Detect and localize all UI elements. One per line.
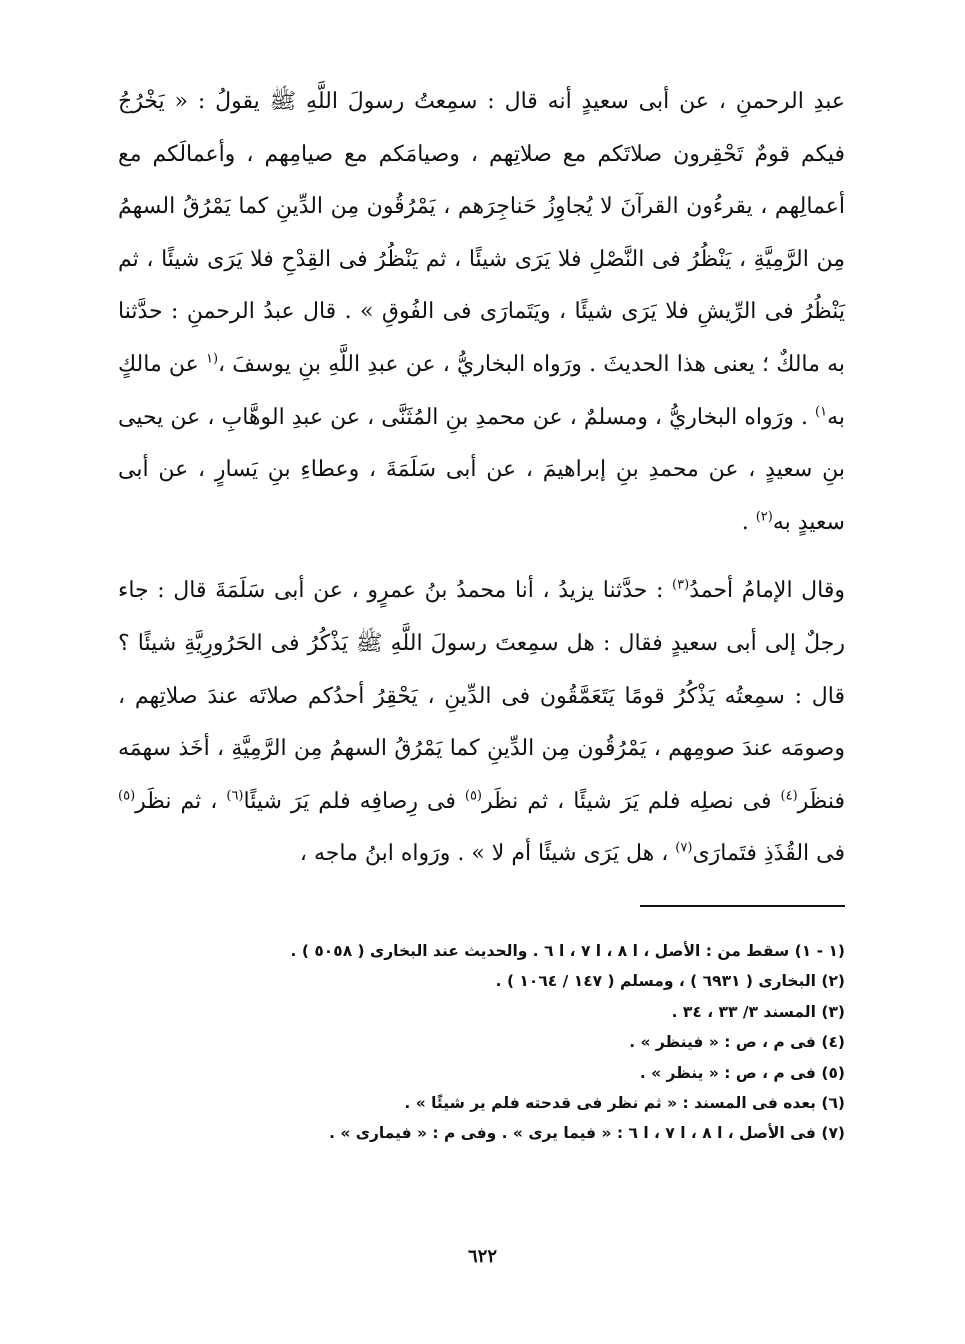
footnote-ref-7: (٧) [675,840,693,856]
paragraph-1-text: عن مالكٍ به [118,351,845,430]
footnote-ref-3: (٣) [672,578,690,594]
paragraph-2 [118,565,845,881]
footnote-item: (٢) البخارى ( ٦٩٣١ ) ، ومسلم ( ١٤٧ / ١٠٦٤ ) . [495,972,845,991]
footnote-item: (٧) فى الأصل ، ا ٨ ، ا ٧ ، ا ٦ : « فيما يرى » . وفى م : « فيمارى » . [329,1124,845,1143]
paragraph-2-text: وقال الإمامُ أحمدُ [689,578,845,604]
footnote-ref-5: (٥) [118,788,136,804]
footnote-ref-2: (٢) [755,509,773,525]
footnote-item: (٦) بعده فى المسند : « ثم نظر فى قدحته فلم ير شيئًا » . [404,1094,845,1113]
footnote-divider [640,905,845,907]
footnote-item: (٤) فى م ، ص : « فينظر » . [629,1033,845,1052]
footnote-ref-6: (٦) [226,788,244,804]
footnote-item: (٥) فى م ، ص : « ينظر » . [639,1063,845,1082]
footnote-ref-5: (٥) [464,788,482,804]
paragraph-2-text: فى القُذَذِ فتَمارَى [692,841,845,867]
footnote-item: (١ - ١) سقط من : الأصل ، ا ٨ ، ا ٧ ، ا ٦ . والحديث عند البخارى ( ٥٠٥٨ ) . [290,942,845,960]
paragraph-1-text: . ورَواه البخاريُّ ، ومسلمٌ ، عن محمدِ بنِ المُثَنَّى ، عن عبدِ الوهَّابِ ، عن يحيى بنِ سعيدٍ ، عن محمدِ بنِ إبراهيمَ ، عن أبى سَلَمَةَ ، وعطاءِ بنِ يَسارٍ ، عن أبى سعيدٍ به [118,404,845,535]
footnote-ref-1-open: (١ [205,351,219,367]
paragraph-2-text: : حدَّثنا يزيدُ ، أنا محمدُ بنُ عمرٍو ، عن أبى سَلَمَةَ قال : جاء رجلٌ إلى أبى سعيدٍ فقال : هل سمِعتَ رسولَ اللَّهِ ﷺ يَذْكُرُ فى الحَرُورِيَّةِ شيئًا ؟ قال : سمِعتُه يَذْكُرُ قومًا يَتَعَمَّقُون فى الدِّينِ ، يَحْقِرُ أحدُكم صلاتَه عندَ صلاتِهم ، وصومَه عندَ صومِهم ، يَمْرُقُون مِن الدِّينِ كما يَمْرُقُ السهمُ مِن الرَّمِيَّةِ ، أخَذ سهمَه فنظَر [118,578,846,814]
footnote-ref-4: (٤) [780,788,798,804]
footnote-item: (٣) المسند ٣/ ٣٣ ، ٣٤ . [671,1002,845,1021]
paragraph-1 [118,76,845,549]
paragraph-1-text: عبدِ الرحمنِ ، عن أبى سعيدٍ أنه قال : سمِعتُ رسولَ اللَّهِ ﷺ يقولُ : « يَخْرُجُ فيكم قومٌ تَحْقِرون صلاتَكم مع صلاتِهم ، وصيامَكم مع صيامِهم ، وأعمالَكم مع أعمالِهم ، يقرءُون القرآنَ لا يُجاوِزُ حَناجِرَهم ، يَمْرُقُون مِن الدِّينِ كما يَمْرُقُ السهمُ مِن الرَّمِيَّةِ ، يَنْظُرُ فى النَّصْلِ فلا يَرَى شيئًا ، ثم يَنْظُرُ فى القِدْحِ فلا يَرَى شيئًا ، ثم يَنْظُرُ فى الرِّيشِ فلا يَرَى شيئًا ، ويَتَمارَى فى الفُوقِ » . قال عبدُ الرحمنِ : حدَّثنا به مالكٌ ؛ يعنى هذا الحديثَ . ورَواه البخاريُّ ، عن عبدِ اللَّهِ بنِ يوسفَ ، [118,89,846,377]
footnotes-list [200,936,845,1149]
paragraph-2-text: ، ثم نظَر [135,788,227,814]
paragraph-1-text: . [741,509,756,535]
main-text [118,76,845,881]
paragraph-2-text: ، هل يَرَى شيئًا أم لا » . ورَواه ابنُ ماجه ، [299,841,676,867]
paragraph-2-text: فى نصلِه فلم يَرَ شيئًا ، ثم نظَر [482,788,781,814]
page-number: ٦٢٢ [467,1246,497,1267]
footnote-ref-1-close: ١) [815,404,828,420]
paragraph-2-text: فى رِصافِه فلم يَرَ شيئًا [243,788,465,814]
